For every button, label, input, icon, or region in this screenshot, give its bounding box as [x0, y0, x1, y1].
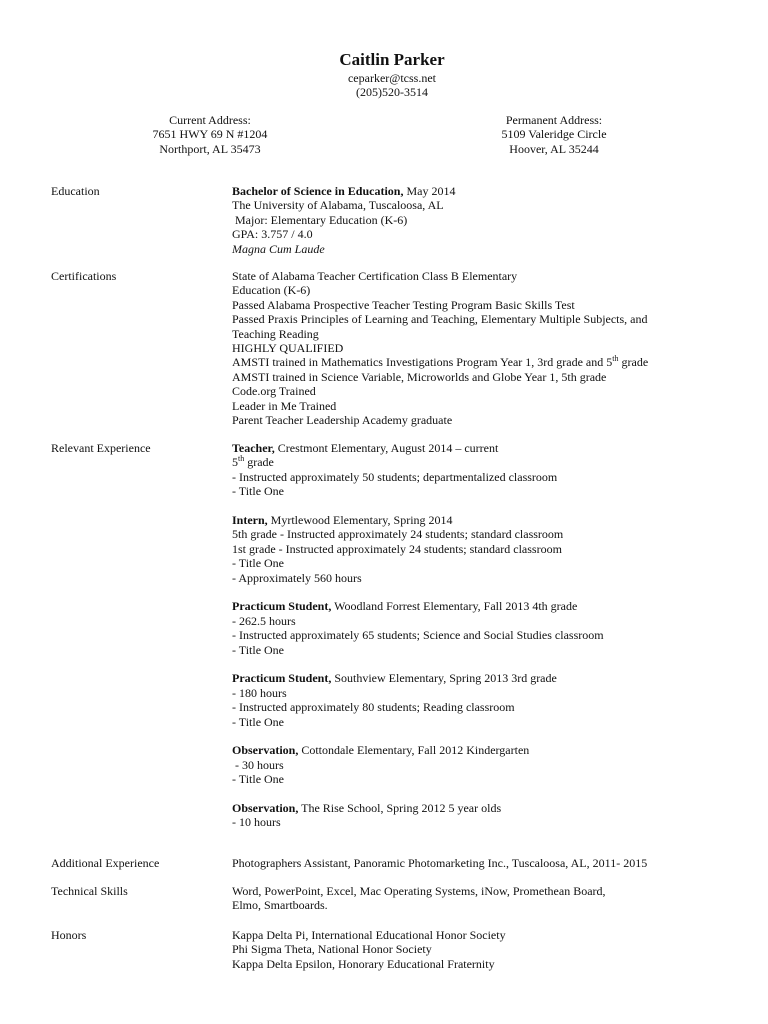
current-address-line2: Northport, AL 35473: [159, 141, 261, 156]
grade-word: grade: [244, 455, 274, 470]
detail-line: 1st grade - Instructed approximately 24 students; standard classroom: [232, 541, 562, 556]
cert-line: HIGHLY QUALIFIED: [232, 341, 344, 356]
current-address-line1: 7651 HWY 69 N #1204: [152, 127, 268, 142]
experience-practicum-southview: [232, 671, 692, 729]
cert-line: Education (K-6): [232, 283, 311, 298]
experience-practicum-woodland: [232, 599, 692, 657]
role-detail: Cottondale Elementary, Fall 2012 Kindergarten: [298, 743, 530, 758]
role-detail: Woodland Forrest Elementary, Fall 2013 4th grade: [331, 599, 578, 614]
cert-line: Passed Alabama Prospective Teacher Testing Program Basic Skills Test: [232, 297, 575, 312]
contact-block: [0, 71, 768, 100]
role-title: Intern,: [232, 513, 268, 528]
additional-text: Photographers Assistant, Panoramic Photomarketing Inc., Tuscaloosa, AL, 2011- 2015: [232, 856, 648, 870]
applicant-name: Caitlin Parker: [339, 50, 445, 69]
current-address-label: Current Address:: [169, 113, 251, 127]
honors-section: [232, 928, 692, 971]
experience-observation-cottondale: [232, 743, 692, 786]
experience-section: [232, 441, 692, 844]
role-line: [232, 801, 692, 815]
honor-line: Magna Cum Laude: [232, 241, 325, 256]
role-line: [232, 441, 692, 455]
honor-item: Kappa Delta Pi, International Educational Honor Society: [232, 928, 506, 942]
detail-line: 5th grade - Instructed approximately 24 students; standard classroom: [232, 527, 564, 542]
role-detail: Crestmont Elementary, August 2014 – current: [274, 441, 499, 455]
detail-line: - 30 hours: [232, 757, 284, 772]
cert-line: Leader in Me Trained: [232, 398, 337, 413]
role-title: Observation,: [232, 801, 299, 816]
experience-intern: [232, 513, 692, 585]
cert-line: AMSTI trained in Science Variable, Microworlds and Globe Year 1, 5th grade: [232, 369, 607, 384]
role-title: Teacher,: [232, 441, 275, 455]
grade-line: [232, 455, 692, 469]
experience-label: Relevant Experience: [51, 441, 151, 455]
honor-item: Phi Sigma Theta, National Honor Society: [232, 942, 432, 957]
detail-line: - Approximately 560 hours: [232, 570, 362, 585]
permanent-address-line1: 5109 Valeridge Circle: [501, 127, 607, 142]
degree-name: Bachelor of Science in Education,: [232, 184, 404, 198]
role-line: [232, 599, 692, 613]
detail-line: - Title One: [232, 772, 285, 787]
amsti-math-post: grade: [618, 355, 649, 370]
detail-line: - 180 hours: [232, 685, 287, 700]
role-title: Practicum Student,: [232, 599, 332, 614]
gpa-line: GPA: 3.757 / 4.0: [232, 227, 313, 242]
certifications-label: Certifications: [51, 269, 117, 283]
education-label: Education: [51, 184, 100, 198]
role-detail: Southview Elementary, Spring 2013 3rd grade: [331, 671, 557, 686]
detail-line: - Title One: [232, 556, 285, 571]
detail-line: - 10 hours: [232, 815, 281, 830]
permanent-address: [474, 113, 634, 156]
cert-line: Teaching Reading: [232, 326, 319, 341]
cert-line: State of Alabama Teacher Certification Class B Elementary: [232, 269, 518, 283]
skills-line: Word, PowerPoint, Excel, Mac Operating Systems, iNow, Promethean Board,: [232, 884, 606, 898]
experience-teacher: [232, 441, 692, 499]
detail-line: - Title One: [232, 642, 285, 657]
cert-line: Parent Teacher Leadership Academy graduate: [232, 413, 453, 428]
cert-line-amsti-math: [232, 355, 702, 369]
additional-label: Additional Experience: [51, 856, 160, 870]
role-detail: Myrtlewood Elementary, Spring 2014: [267, 513, 453, 528]
detail-line: - Title One: [232, 484, 285, 499]
detail-line: - 262.5 hours: [232, 613, 296, 628]
email-text: ceparker@tcss.net: [347, 71, 436, 85]
honor-item: Kappa Delta Epsilon, Honorary Educational Fraternity: [232, 956, 495, 971]
amsti-math-sup: th: [612, 354, 619, 364]
honors-label: Honors: [51, 928, 87, 942]
certifications-section: [232, 269, 702, 427]
current-address: [130, 113, 290, 156]
school-line: The University of Alabama, Tuscaloosa, AL: [232, 198, 444, 213]
phone-text: (205)520-3514: [356, 85, 428, 100]
experience-observation-rise: [232, 801, 692, 830]
role-line: [232, 743, 692, 757]
cert-line: Code.org Trained: [232, 384, 316, 399]
amsti-math-text: AMSTI trained in Mathematics Investigations Program Year 1, 3rd grade and 5: [232, 355, 613, 370]
technical-label: Technical Skills: [51, 884, 128, 898]
technical-section: [232, 884, 692, 913]
role-line: [232, 671, 692, 685]
education-section: [232, 184, 692, 256]
detail-line: - Instructed approximately 65 students; Science and Social Studies classroom: [232, 628, 604, 643]
grade-number: 5: [232, 455, 238, 470]
detail-line: - Instructed approximately 80 students; Reading classroom: [232, 700, 515, 715]
grade-sup: th: [238, 454, 245, 464]
permanent-address-line2: Hoover, AL 35244: [509, 141, 599, 156]
degree-date: May 2014: [403, 184, 456, 198]
detail-line: - Instructed approximately 50 students; departmentalized classroom: [232, 469, 558, 484]
cert-line: Passed Praxis Principles of Learning and Teaching, Elementary Multiple Subjects, and: [232, 312, 648, 327]
permanent-address-label: Permanent Address:: [505, 113, 603, 127]
role-title: Observation,: [232, 743, 299, 758]
role-detail: The Rise School, Spring 2012 5 year olds: [298, 801, 502, 816]
role-line: [232, 513, 692, 527]
degree-line: [232, 184, 692, 198]
major-line: Major: Elementary Education (K-6): [232, 212, 408, 227]
skills-line: Elmo, Smartboards.: [232, 898, 328, 913]
role-title: Practicum Student,: [232, 671, 332, 686]
detail-line: - Title One: [232, 714, 285, 729]
